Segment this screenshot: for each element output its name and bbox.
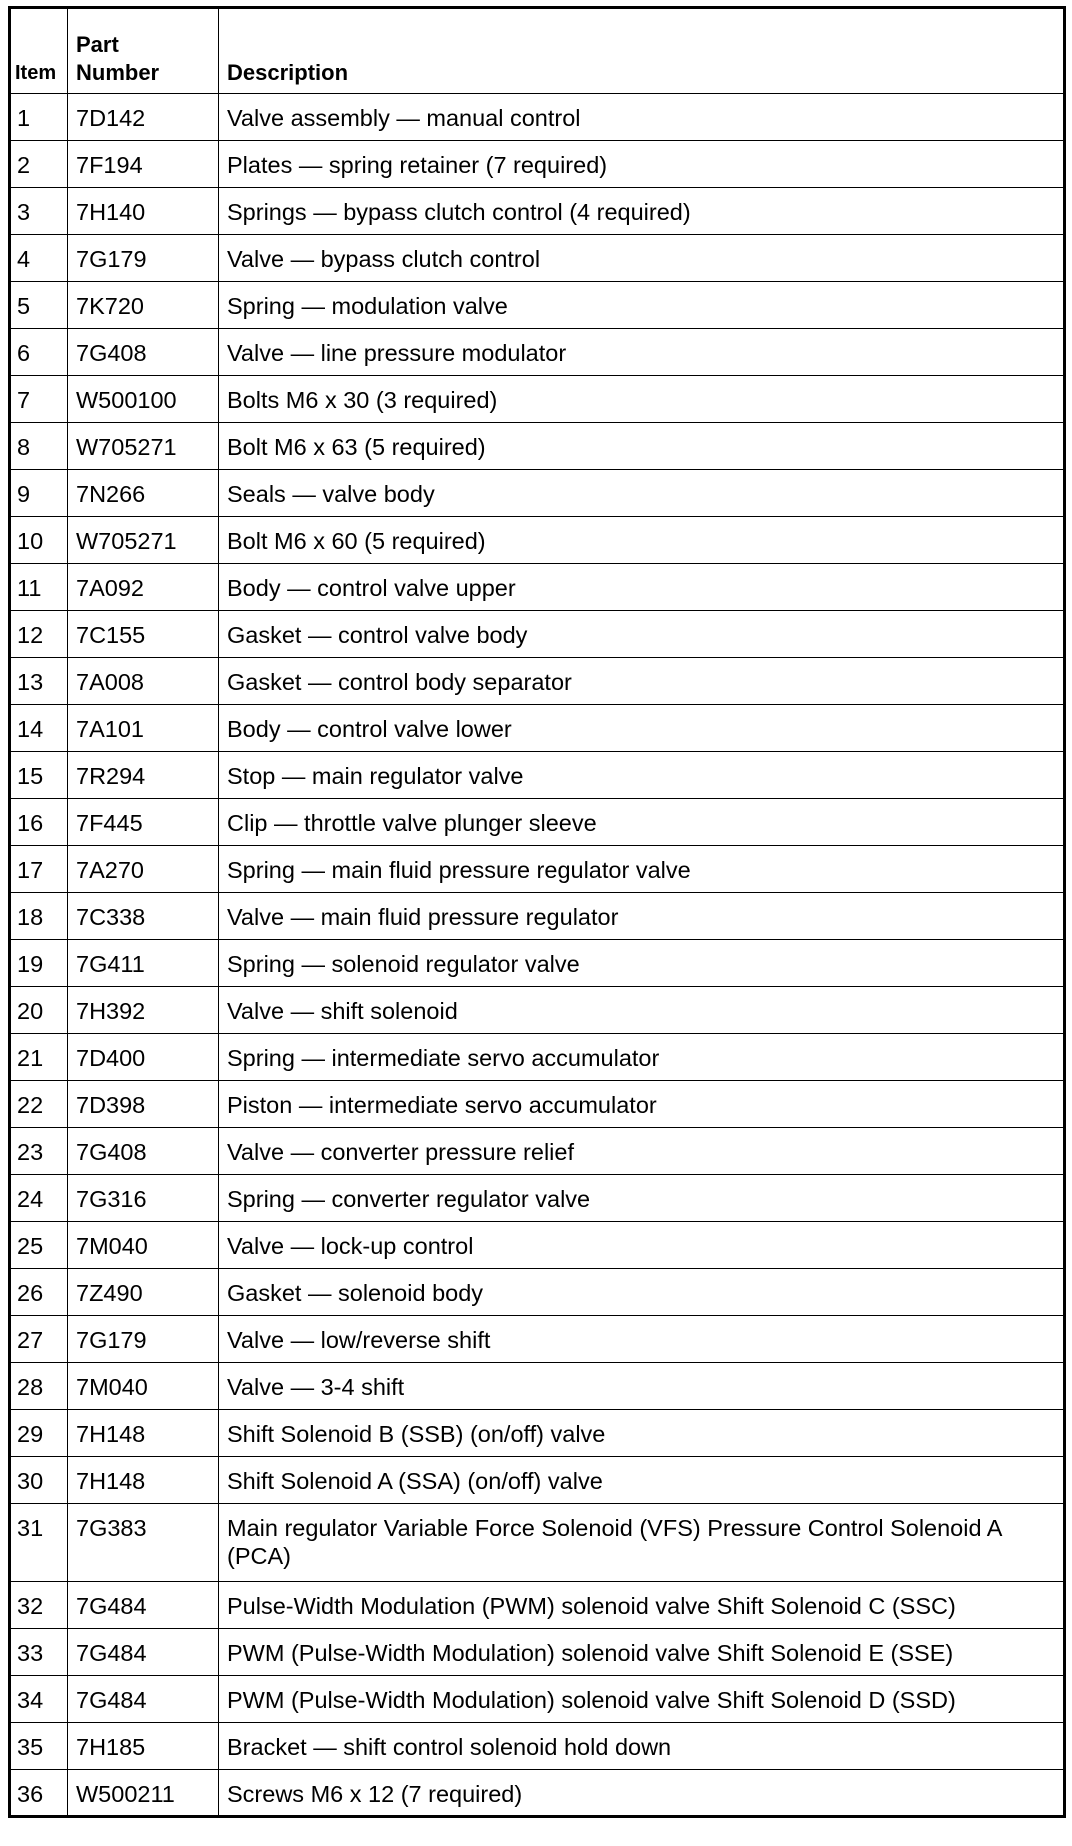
row-description: Spring — main fluid pressure regulator valve [219, 846, 1065, 893]
row-item: 9 [10, 470, 68, 517]
table-row [10, 470, 1065, 517]
row-item: 35 [10, 1723, 68, 1770]
row-description: Spring — intermediate servo accumulator [219, 1034, 1065, 1081]
row-item: 14 [10, 705, 68, 752]
parts-table-header [10, 8, 1065, 94]
row-description: Bolt M6 x 60 (5 required) [219, 517, 1065, 564]
row-item: 10 [10, 517, 68, 564]
table-row [10, 1504, 1065, 1582]
table-row [10, 987, 1065, 1034]
row-part-number: 7M040 [68, 1363, 219, 1410]
row-description: Shift Solenoid A (SSA) (on/off) valve [219, 1457, 1065, 1504]
row-description: Clip — throttle valve plunger sleeve [219, 799, 1065, 846]
row-item: 22 [10, 1081, 68, 1128]
row-item: 7 [10, 376, 68, 423]
row-item: 36 [10, 1770, 68, 1817]
table-row [10, 1034, 1065, 1081]
table-row [10, 799, 1065, 846]
table-row [10, 235, 1065, 282]
row-item: 24 [10, 1175, 68, 1222]
row-part-number: 7Z490 [68, 1269, 219, 1316]
row-part-number: 7G408 [68, 1128, 219, 1175]
row-description: Gasket — solenoid body [219, 1269, 1065, 1316]
row-description: Spring — converter regulator valve [219, 1175, 1065, 1222]
row-part-number: 7N266 [68, 470, 219, 517]
table-row [10, 517, 1065, 564]
row-description: Valve — line pressure modulator [219, 329, 1065, 376]
parts-list-sheet [8, 6, 1063, 1818]
row-item: 11 [10, 564, 68, 611]
row-part-number: 7H392 [68, 987, 219, 1034]
row-description: Valve — lock-up control [219, 1222, 1065, 1269]
table-row [10, 752, 1065, 799]
row-item: 1 [10, 94, 68, 141]
row-description: Stop — main regulator valve [219, 752, 1065, 799]
row-item: 18 [10, 893, 68, 940]
row-description: Valve — low/reverse shift [219, 1316, 1065, 1363]
row-item: 15 [10, 752, 68, 799]
row-item: 12 [10, 611, 68, 658]
header-part-line2: Number [76, 60, 160, 85]
row-description: Valve — shift solenoid [219, 987, 1065, 1034]
table-row [10, 1723, 1065, 1770]
row-item: 33 [10, 1629, 68, 1676]
row-description: Valve — converter pressure relief [219, 1128, 1065, 1175]
row-item: 3 [10, 188, 68, 235]
row-item: 34 [10, 1676, 68, 1723]
row-item: 13 [10, 658, 68, 705]
table-row [10, 658, 1065, 705]
parts-table-body [10, 94, 1065, 1817]
row-item: 27 [10, 1316, 68, 1363]
row-part-number: 7A270 [68, 846, 219, 893]
row-item: 5 [10, 282, 68, 329]
row-description: Seals — valve body [219, 470, 1065, 517]
row-part-number: 7H140 [68, 188, 219, 235]
row-description: Body — control valve upper [219, 564, 1065, 611]
table-row [10, 1316, 1065, 1363]
table-row [10, 564, 1065, 611]
row-description: Spring — solenoid regulator valve [219, 940, 1065, 987]
row-description: Pulse-Width Modulation (PWM) solenoid valve Shift Solenoid C (SSC) [219, 1582, 1065, 1629]
table-row [10, 1582, 1065, 1629]
row-description: Bolts M6 x 30 (3 required) [219, 376, 1065, 423]
row-part-number: 7G484 [68, 1676, 219, 1723]
table-row [10, 1222, 1065, 1269]
header-part-line1: Part [76, 32, 119, 57]
row-item: 17 [10, 846, 68, 893]
row-part-number: 7D400 [68, 1034, 219, 1081]
table-row [10, 94, 1065, 141]
header-part-number [68, 8, 219, 94]
row-part-number: 7G383 [68, 1504, 219, 1582]
row-description: PWM (Pulse-Width Modulation) solenoid valve Shift Solenoid D (SSD) [219, 1676, 1065, 1723]
row-item: 8 [10, 423, 68, 470]
row-part-number: 7H185 [68, 1723, 219, 1770]
row-part-number: W705271 [68, 423, 219, 470]
row-description: Spring — modulation valve [219, 282, 1065, 329]
row-part-number: 7G484 [68, 1629, 219, 1676]
row-description: Valve — bypass clutch control [219, 235, 1065, 282]
row-part-number: 7M040 [68, 1222, 219, 1269]
row-item: 26 [10, 1269, 68, 1316]
row-part-number: 7G484 [68, 1582, 219, 1629]
table-row [10, 705, 1065, 752]
row-part-number: 7G179 [68, 235, 219, 282]
row-description: Springs — bypass clutch control (4 required) [219, 188, 1065, 235]
row-item: 30 [10, 1457, 68, 1504]
row-item: 29 [10, 1410, 68, 1457]
row-item: 31 [10, 1504, 68, 1582]
row-item: 19 [10, 940, 68, 987]
table-row [10, 893, 1065, 940]
row-item: 32 [10, 1582, 68, 1629]
row-description: Valve — main fluid pressure regulator [219, 893, 1065, 940]
table-row [10, 1457, 1065, 1504]
table-row [10, 282, 1065, 329]
row-item: 6 [10, 329, 68, 376]
row-description: Bolt M6 x 63 (5 required) [219, 423, 1065, 470]
row-part-number: W705271 [68, 517, 219, 564]
row-item: 16 [10, 799, 68, 846]
row-part-number: 7D398 [68, 1081, 219, 1128]
table-row [10, 1676, 1065, 1723]
row-description: Gasket — control valve body [219, 611, 1065, 658]
table-row [10, 141, 1065, 188]
row-description: Plates — spring retainer (7 required) [219, 141, 1065, 188]
table-row [10, 376, 1065, 423]
row-item: 25 [10, 1222, 68, 1269]
row-part-number: 7G179 [68, 1316, 219, 1363]
row-item: 28 [10, 1363, 68, 1410]
table-row [10, 846, 1065, 893]
row-item: 4 [10, 235, 68, 282]
row-description: Gasket — control body separator [219, 658, 1065, 705]
table-row [10, 1770, 1065, 1817]
row-description: Piston — intermediate servo accumulator [219, 1081, 1065, 1128]
table-row [10, 1410, 1065, 1457]
table-row [10, 423, 1065, 470]
table-row [10, 329, 1065, 376]
table-row [10, 1269, 1065, 1316]
row-part-number: 7F445 [68, 799, 219, 846]
row-part-number: 7D142 [68, 94, 219, 141]
row-part-number: 7G316 [68, 1175, 219, 1222]
row-description: Body — control valve lower [219, 705, 1065, 752]
row-part-number: 7A092 [68, 564, 219, 611]
table-row [10, 1629, 1065, 1676]
parts-table [8, 6, 1066, 1818]
row-description: Shift Solenoid B (SSB) (on/off) valve [219, 1410, 1065, 1457]
row-part-number: W500100 [68, 376, 219, 423]
row-part-number: 7H148 [68, 1457, 219, 1504]
row-part-number: 7R294 [68, 752, 219, 799]
header-description: Description [219, 8, 1065, 94]
table-row [10, 940, 1065, 987]
row-part-number: 7G411 [68, 940, 219, 987]
row-part-number: 7F194 [68, 141, 219, 188]
table-row [10, 188, 1065, 235]
row-description: Main regulator Variable Force Solenoid (VFS) Pressure Control Solenoid A (PCA) [219, 1504, 1065, 1582]
row-description: Valve — 3-4 shift [219, 1363, 1065, 1410]
row-description: Valve assembly — manual control [219, 94, 1065, 141]
table-row [10, 611, 1065, 658]
table-row [10, 1081, 1065, 1128]
row-part-number: 7H148 [68, 1410, 219, 1457]
header-row [10, 8, 1065, 94]
row-part-number: 7C338 [68, 893, 219, 940]
table-row [10, 1363, 1065, 1410]
row-part-number: 7C155 [68, 611, 219, 658]
row-part-number: 7K720 [68, 282, 219, 329]
row-description: Screws M6 x 12 (7 required) [219, 1770, 1065, 1817]
row-part-number: 7A008 [68, 658, 219, 705]
row-item: 21 [10, 1034, 68, 1081]
row-item: 20 [10, 987, 68, 1034]
row-part-number: 7G408 [68, 329, 219, 376]
row-description: Bracket — shift control solenoid hold down [219, 1723, 1065, 1770]
row-part-number: W500211 [68, 1770, 219, 1817]
row-description: PWM (Pulse-Width Modulation) solenoid valve Shift Solenoid E (SSE) [219, 1629, 1065, 1676]
row-item: 23 [10, 1128, 68, 1175]
row-part-number: 7A101 [68, 705, 219, 752]
table-row [10, 1175, 1065, 1222]
header-item: Item [10, 8, 68, 94]
row-item: 2 [10, 141, 68, 188]
table-row [10, 1128, 1065, 1175]
